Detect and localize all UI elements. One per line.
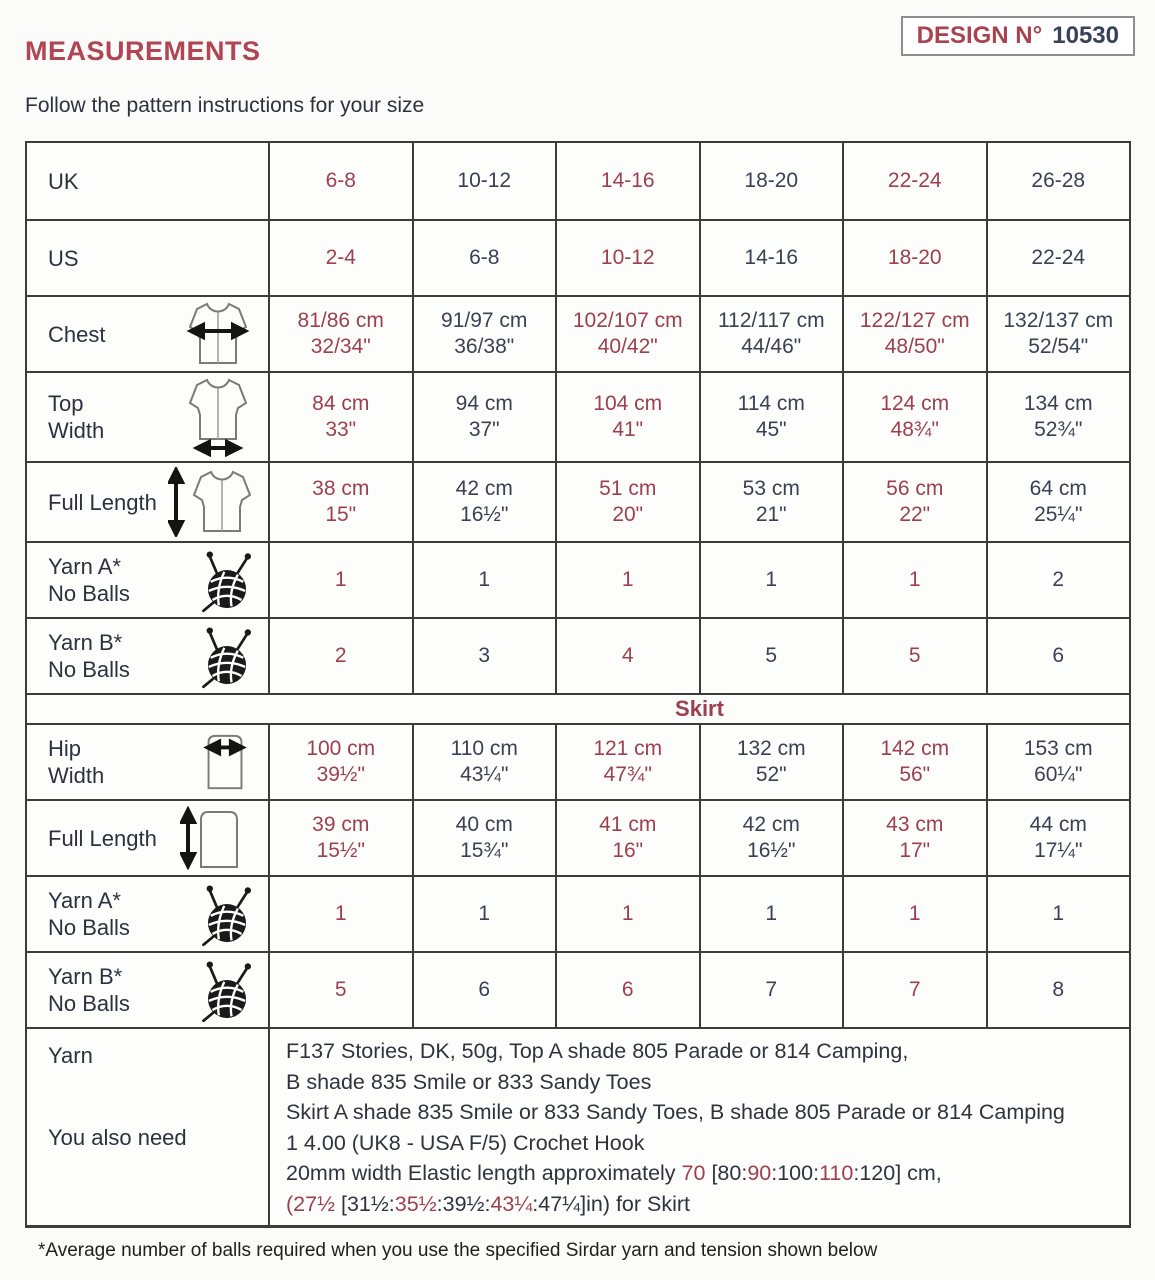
size-cell bbox=[844, 801, 988, 875]
row-label-cell bbox=[27, 297, 270, 371]
size-value: 47¾" bbox=[603, 763, 652, 786]
size-value: 2 bbox=[1052, 568, 1065, 591]
yarn-detail-line bbox=[286, 1067, 1119, 1098]
size-value: 102/107 cm bbox=[572, 309, 683, 332]
yarn-text-segment: :100: bbox=[771, 1161, 820, 1185]
size-value: 56 cm bbox=[886, 477, 944, 500]
size-cell bbox=[701, 801, 845, 875]
size-value: 17" bbox=[899, 839, 931, 862]
average-balls-footnote: *Average number of balls required when you use the specified Sirdar yarn and tension shown below bbox=[38, 1240, 878, 1261]
size-value: 43¼" bbox=[460, 763, 509, 786]
yarn-details bbox=[270, 1029, 1129, 1225]
size-cell bbox=[844, 297, 988, 371]
table-row bbox=[27, 617, 1129, 693]
size-value: 104 cm bbox=[593, 392, 663, 415]
yarn-text-segment: [80: bbox=[705, 1161, 748, 1185]
yarn-ball-icon bbox=[198, 547, 256, 613]
size-value: 56" bbox=[899, 763, 931, 786]
size-value: 124 cm bbox=[880, 392, 950, 415]
design-number-box bbox=[901, 16, 1135, 56]
yarn-detail-line bbox=[286, 1097, 1119, 1128]
row-label-line: Hip bbox=[48, 736, 82, 761]
size-value: 1 bbox=[478, 568, 491, 591]
size-value: 1 bbox=[478, 902, 491, 925]
size-cell bbox=[844, 463, 988, 541]
size-value: 25¼" bbox=[1034, 503, 1083, 526]
size-value: 1 bbox=[765, 568, 778, 591]
row-label-cell bbox=[27, 801, 270, 875]
size-cell bbox=[270, 725, 414, 799]
size-cell bbox=[557, 143, 701, 219]
size-value: 1 bbox=[1052, 902, 1065, 925]
sweater-length-icon bbox=[168, 467, 256, 537]
size-value: 48/50" bbox=[884, 335, 945, 358]
size-cell bbox=[414, 801, 558, 875]
size-cell bbox=[414, 543, 558, 617]
size-value: 3 bbox=[478, 644, 491, 667]
size-cell bbox=[701, 543, 845, 617]
row-label-line: Top bbox=[48, 391, 84, 416]
size-cell bbox=[270, 543, 414, 617]
size-value: 10-12 bbox=[600, 246, 655, 269]
size-cell bbox=[701, 725, 845, 799]
table-row bbox=[27, 371, 1129, 461]
size-value: 132 cm bbox=[736, 737, 806, 760]
row-label-cell bbox=[27, 373, 270, 461]
size-cell bbox=[701, 953, 845, 1027]
yarn-text-segment: B shade 835 Smile or 833 Sandy Toes bbox=[286, 1069, 652, 1094]
size-value: 45" bbox=[755, 418, 787, 441]
skirt-length-icon bbox=[180, 806, 256, 870]
size-cell bbox=[414, 463, 558, 541]
size-cell bbox=[414, 143, 558, 219]
row-label-cell bbox=[27, 143, 270, 219]
table-row bbox=[27, 799, 1129, 875]
size-value: 39 cm bbox=[312, 813, 370, 836]
row-label-line: Width bbox=[48, 418, 105, 443]
yarn-text-segment: F137 Stories, DK, 50g, Top A shade 805 Parade or 814 Camping, bbox=[286, 1039, 909, 1063]
size-value: 100 cm bbox=[306, 737, 376, 760]
table-row bbox=[27, 295, 1129, 371]
size-value: 6 bbox=[1052, 644, 1065, 667]
size-value: 48¾" bbox=[890, 418, 939, 441]
design-number: 10530 bbox=[1052, 22, 1119, 49]
size-value: 121 cm bbox=[593, 737, 663, 760]
size-cell bbox=[701, 877, 845, 951]
size-cell bbox=[844, 877, 988, 951]
skirt-section-title: Skirt bbox=[675, 696, 724, 721]
size-value: 2-4 bbox=[325, 246, 356, 269]
table-row bbox=[27, 875, 1129, 951]
size-cell bbox=[988, 143, 1130, 219]
yarn-label-cell bbox=[27, 1029, 270, 1225]
yarn-ball-icon bbox=[198, 957, 256, 1023]
size-cell bbox=[270, 373, 414, 461]
row-label bbox=[48, 887, 130, 941]
size-value: 6-8 bbox=[469, 246, 500, 269]
size-cell bbox=[557, 953, 701, 1027]
row-label-cell bbox=[27, 725, 270, 799]
size-cell bbox=[988, 297, 1130, 371]
size-value: 15½" bbox=[316, 839, 365, 862]
size-value: 33" bbox=[325, 418, 357, 441]
size-cell bbox=[701, 463, 845, 541]
size-value: 26-28 bbox=[1031, 169, 1086, 192]
size-value: 7 bbox=[908, 978, 921, 1001]
yarn-text-segment: 43¼ bbox=[490, 1191, 533, 1216]
size-cell bbox=[844, 143, 988, 219]
size-value: 18-20 bbox=[744, 169, 799, 192]
size-cell bbox=[557, 373, 701, 461]
size-cell bbox=[988, 725, 1130, 799]
table-row bbox=[27, 541, 1129, 617]
row-label-line: Width bbox=[48, 763, 105, 788]
size-cell bbox=[701, 619, 845, 693]
size-value: 44 cm bbox=[1029, 813, 1087, 836]
size-value: 52¾" bbox=[1034, 418, 1083, 441]
yarn-detail-line bbox=[286, 1158, 1119, 1189]
row-label-line: Yarn B* bbox=[48, 964, 123, 989]
yarn-info-row bbox=[27, 1027, 1129, 1225]
size-value: 60¼" bbox=[1034, 763, 1083, 786]
size-cell bbox=[270, 619, 414, 693]
size-cell bbox=[270, 877, 414, 951]
row-label bbox=[48, 735, 104, 789]
size-cell bbox=[557, 725, 701, 799]
size-cell bbox=[414, 619, 558, 693]
size-cell bbox=[988, 221, 1130, 295]
table-row bbox=[27, 461, 1129, 541]
yarn-text-segment: [31½: bbox=[335, 1191, 395, 1216]
size-value: 37" bbox=[468, 418, 500, 441]
row-label-cell bbox=[27, 877, 270, 951]
size-value: 84 cm bbox=[312, 392, 370, 415]
size-cell bbox=[270, 463, 414, 541]
size-value: 6 bbox=[621, 978, 634, 1001]
size-value: 10-12 bbox=[457, 169, 512, 192]
page-title: MEASUREMENTS bbox=[25, 36, 261, 66]
size-value: 22" bbox=[899, 503, 931, 526]
sweater-bottom-width-icon bbox=[180, 377, 256, 457]
yarn-text-segment: (27½ bbox=[286, 1191, 336, 1216]
size-cell bbox=[270, 801, 414, 875]
row-label-line: No Balls bbox=[48, 581, 130, 606]
size-value: 15¾" bbox=[460, 839, 509, 862]
size-cell bbox=[270, 221, 414, 295]
row-label-line: Yarn A* bbox=[48, 888, 121, 913]
size-cell bbox=[557, 543, 701, 617]
size-value: 20" bbox=[612, 503, 644, 526]
size-value: 38 cm bbox=[312, 477, 370, 500]
row-label bbox=[48, 553, 130, 607]
size-value: 21" bbox=[755, 503, 787, 526]
yarn-label: Yarn bbox=[48, 1043, 93, 1068]
size-value: 18-20 bbox=[887, 246, 942, 269]
size-value: 43 cm bbox=[886, 813, 944, 836]
size-value: 1 bbox=[621, 568, 634, 591]
size-value: 5 bbox=[334, 978, 347, 1001]
row-label-cell bbox=[27, 463, 270, 541]
row-label-cell bbox=[27, 953, 270, 1027]
size-value: 134 cm bbox=[1023, 392, 1093, 415]
yarn-text-segment: 70 bbox=[681, 1161, 706, 1185]
table-row bbox=[27, 951, 1129, 1027]
size-value: 5 bbox=[908, 644, 921, 667]
yarn-text-segment: 1 4.00 (UK8 - USA F/5) Crochet Hook bbox=[286, 1130, 645, 1155]
size-cell bbox=[988, 619, 1130, 693]
measurements-table bbox=[25, 141, 1131, 1228]
size-value: 42 cm bbox=[742, 813, 800, 836]
size-value: 22-24 bbox=[1031, 246, 1086, 269]
row-label-line: No Balls bbox=[48, 991, 130, 1016]
size-value: 16" bbox=[612, 839, 644, 862]
size-cell bbox=[414, 221, 558, 295]
size-cell bbox=[557, 801, 701, 875]
size-cell bbox=[844, 373, 988, 461]
size-value: 5 bbox=[765, 644, 778, 667]
size-value: 40 cm bbox=[455, 813, 513, 836]
size-value: 15" bbox=[325, 503, 357, 526]
you-also-need-label: You also need bbox=[48, 1125, 187, 1150]
size-cell bbox=[270, 143, 414, 219]
yarn-text-segment: 110 bbox=[819, 1161, 854, 1185]
row-label-line: Yarn B* bbox=[48, 630, 123, 655]
size-cell bbox=[414, 725, 558, 799]
row-label-line: Full Length bbox=[48, 489, 157, 515]
size-value: 42 cm bbox=[455, 477, 513, 500]
size-value: 94 cm bbox=[455, 392, 513, 415]
size-cell bbox=[414, 373, 558, 461]
yarn-text-segment: :47¼]in) for Skirt bbox=[532, 1191, 691, 1216]
row-label bbox=[48, 629, 130, 683]
size-value: 52" bbox=[755, 763, 787, 786]
size-value: 51 cm bbox=[599, 477, 657, 500]
row-label-line: No Balls bbox=[48, 915, 130, 940]
page-header bbox=[0, 0, 1155, 67]
row-label bbox=[48, 825, 157, 852]
table-row bbox=[27, 219, 1129, 295]
yarn-text-segment: 90 bbox=[747, 1161, 772, 1185]
size-cell bbox=[414, 877, 558, 951]
size-cell bbox=[557, 619, 701, 693]
yarn-text-segment: :39½: bbox=[436, 1191, 491, 1216]
size-value: 132/137 cm bbox=[1003, 309, 1114, 332]
size-value: 112/117 cm bbox=[717, 309, 825, 332]
size-value: 2 bbox=[334, 644, 347, 667]
size-cell bbox=[988, 543, 1130, 617]
size-value: 53 cm bbox=[742, 477, 800, 500]
size-cell bbox=[701, 297, 845, 371]
size-value: 41 cm bbox=[599, 813, 657, 836]
row-label bbox=[48, 963, 130, 1017]
yarn-detail-line bbox=[286, 1036, 1119, 1067]
size-cell bbox=[270, 953, 414, 1027]
size-value: 110 cm bbox=[450, 737, 518, 760]
row-label bbox=[48, 489, 157, 516]
size-cell bbox=[844, 221, 988, 295]
row-label-cell bbox=[27, 619, 270, 693]
size-instruction-text: Follow the pattern instructions for your size bbox=[25, 94, 425, 117]
table-row bbox=[27, 723, 1129, 799]
size-value: 32/34" bbox=[310, 335, 371, 358]
size-cell bbox=[557, 877, 701, 951]
design-label: DESIGN N° bbox=[916, 22, 1043, 49]
size-value: 8 bbox=[1052, 978, 1065, 1001]
size-value: 17¼" bbox=[1034, 839, 1083, 862]
size-value: 7 bbox=[765, 978, 778, 1001]
size-value: 1 bbox=[908, 568, 921, 591]
size-cell bbox=[414, 953, 558, 1027]
row-label-line: Full Length bbox=[48, 825, 157, 851]
size-cell bbox=[844, 725, 988, 799]
size-value: 44/46" bbox=[741, 335, 802, 358]
row-label-cell bbox=[27, 221, 270, 295]
size-cell bbox=[988, 463, 1130, 541]
size-value: 81/86 cm bbox=[297, 309, 384, 332]
yarn-ball-icon bbox=[198, 623, 256, 689]
row-label-line: Chest bbox=[48, 321, 106, 347]
size-cell bbox=[414, 297, 558, 371]
row-label bbox=[48, 321, 105, 348]
row-label bbox=[48, 390, 104, 444]
size-value: 14-16 bbox=[744, 246, 799, 269]
size-cell bbox=[844, 619, 988, 693]
size-cell bbox=[557, 463, 701, 541]
row-label-line: Yarn A* bbox=[48, 554, 121, 579]
row-label-line: No Balls bbox=[48, 657, 130, 682]
size-value: 1 bbox=[765, 902, 778, 925]
size-value: 39½" bbox=[316, 763, 365, 786]
size-value: 6 bbox=[478, 978, 491, 1001]
size-cell bbox=[988, 953, 1130, 1027]
size-value: 16½" bbox=[460, 503, 509, 526]
size-cell bbox=[270, 297, 414, 371]
row-label bbox=[48, 168, 79, 195]
size-value: 142 cm bbox=[880, 737, 950, 760]
size-value: 52/54" bbox=[1028, 335, 1089, 358]
row-label-line: US bbox=[48, 245, 79, 271]
size-value: 14-16 bbox=[600, 169, 655, 192]
yarn-text-segment: Skirt A shade 835 Smile or 833 Sandy Toes, B shade 805 Parade or 814 Camping bbox=[286, 1100, 1065, 1124]
size-cell bbox=[988, 373, 1130, 461]
size-cell bbox=[988, 877, 1130, 951]
size-cell bbox=[701, 373, 845, 461]
row-label-cell bbox=[27, 543, 270, 617]
yarn-text-segment: 35½ bbox=[394, 1191, 437, 1216]
skirt-width-icon bbox=[194, 731, 256, 793]
size-cell bbox=[701, 221, 845, 295]
size-cell bbox=[557, 221, 701, 295]
sweater-chest-width-icon bbox=[180, 301, 256, 367]
size-cell bbox=[701, 143, 845, 219]
size-cell bbox=[844, 543, 988, 617]
size-value: 4 bbox=[621, 644, 634, 667]
size-cell bbox=[557, 297, 701, 371]
yarn-text-segment: :120] cm, bbox=[853, 1161, 942, 1185]
yarn-text-segment: 20mm width Elastic length approximately bbox=[286, 1161, 682, 1185]
size-value: 64 cm bbox=[1029, 477, 1087, 500]
size-value: 1 bbox=[334, 568, 347, 591]
row-label-line: UK bbox=[48, 168, 79, 194]
size-value: 91/97 cm bbox=[441, 309, 528, 332]
yarn-ball-icon bbox=[198, 881, 256, 947]
yarn-detail-line bbox=[286, 1128, 1119, 1159]
row-label bbox=[48, 245, 79, 272]
size-cell bbox=[844, 953, 988, 1027]
size-value: 36/38" bbox=[454, 335, 515, 358]
table-row bbox=[27, 143, 1129, 219]
size-value: 6-8 bbox=[325, 169, 356, 192]
size-cell bbox=[988, 801, 1130, 875]
size-value: 41" bbox=[612, 418, 644, 441]
size-value: 16½" bbox=[747, 839, 796, 862]
yarn-detail-line bbox=[286, 1189, 1119, 1220]
size-value: 1 bbox=[334, 902, 347, 925]
size-value: 1 bbox=[908, 902, 921, 925]
size-value: 22-24 bbox=[887, 169, 942, 192]
size-value: 40/42" bbox=[597, 335, 658, 358]
size-value: 153 cm bbox=[1023, 737, 1093, 760]
size-value: 1 bbox=[621, 902, 634, 925]
size-value: 122/127 cm bbox=[859, 309, 970, 332]
skirt-section-row bbox=[27, 693, 1129, 723]
size-value: 114 cm bbox=[737, 392, 805, 415]
